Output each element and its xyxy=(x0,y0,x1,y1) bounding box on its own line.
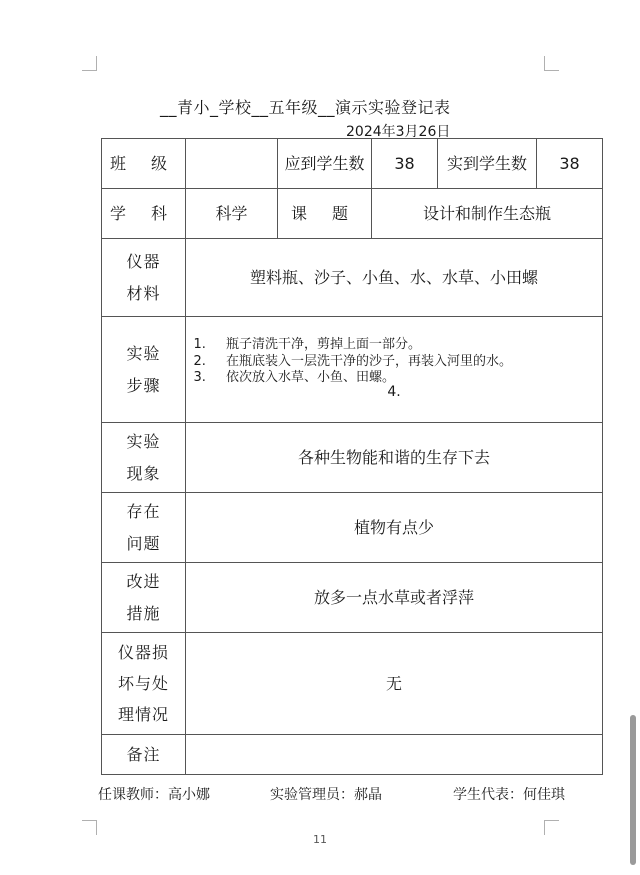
class-value-cell[interactable] xyxy=(186,139,278,189)
subject-label: 学 科 xyxy=(102,189,186,239)
table-row xyxy=(102,633,603,735)
damage-value[interactable]: 无 xyxy=(186,633,603,735)
scrollbar-thumb[interactable] xyxy=(630,715,636,865)
problem-label-line: 问题 xyxy=(126,533,161,553)
materials-label-line: 材料 xyxy=(126,283,161,303)
expected-students-label: 应到学生数 xyxy=(278,139,372,189)
steps-label-line: 实验 xyxy=(126,344,161,364)
actual-students-value[interactable]: 38 xyxy=(537,139,603,189)
table-row xyxy=(102,139,603,189)
class-label: 班 级 xyxy=(102,139,186,189)
topic-label: 课 题 xyxy=(278,189,372,239)
materials-label xyxy=(102,239,186,317)
damage-label xyxy=(102,633,186,735)
remark-label: 备注 xyxy=(102,735,186,775)
steps-content[interactable] xyxy=(186,317,603,423)
steps-label-line: 步骤 xyxy=(126,375,161,395)
steps-label xyxy=(102,317,186,423)
expected-students-value[interactable]: 38 xyxy=(372,139,438,189)
problem-label-line: 存在 xyxy=(126,502,161,522)
lab-manager-signature: 实验管理员：郝晶 xyxy=(270,787,382,803)
remark-value[interactable] xyxy=(186,735,603,775)
actual-students-label: 实到学生数 xyxy=(438,139,537,189)
teacher-signature: 任课教师：高小娜 xyxy=(98,787,210,803)
document-title: __青小_学校__五年级__演示实验登记表 xyxy=(160,98,451,117)
table-row xyxy=(102,735,603,775)
signature-footer xyxy=(98,786,568,804)
materials-value[interactable]: 塑料瓶、沙子、小鱼、水、水草、小田螺 xyxy=(186,239,603,317)
damage-label-line: 仪器损 xyxy=(117,642,169,662)
subject-value[interactable]: 科学 xyxy=(186,189,278,239)
improvement-label xyxy=(102,563,186,633)
page-corner-mark xyxy=(544,56,559,71)
page-corner-mark xyxy=(82,56,97,71)
topic-value[interactable]: 设计和制作生态瓶 xyxy=(372,189,603,239)
step-item: 1. 瓶子清洗干净，剪掉上面一部分。 xyxy=(210,337,602,353)
damage-label-line: 理情况 xyxy=(117,705,169,725)
table-row xyxy=(102,493,603,563)
improvement-label-line: 措施 xyxy=(126,603,161,623)
materials-label-line: 仪器 xyxy=(126,252,161,272)
student-representative: 学生代表：何佳琪 xyxy=(453,787,565,803)
table-row xyxy=(102,189,603,239)
improvement-label-line: 改进 xyxy=(126,572,161,592)
damage-label-line: 坏与处 xyxy=(117,673,169,693)
table-row xyxy=(102,317,603,423)
problem-value[interactable]: 植物有点少 xyxy=(186,493,603,563)
phenomenon-label xyxy=(102,423,186,493)
experiment-record-table xyxy=(101,138,603,775)
table-row xyxy=(102,563,603,633)
step-item-empty: 4. xyxy=(387,384,401,401)
phenomenon-label-line: 实验 xyxy=(126,432,161,452)
improvement-value[interactable]: 放多一点水草或者浮萍 xyxy=(186,563,603,633)
phenomenon-value[interactable]: 各种生物能和谐的生存下去 xyxy=(186,423,603,493)
step-item: 2. 在瓶底装入一层洗干净的沙子，再装入河里的水。 xyxy=(210,354,602,370)
table-row xyxy=(102,423,603,493)
problem-label xyxy=(102,493,186,563)
step-item: 3. 依次放入水草、小鱼、田螺。 xyxy=(210,370,602,386)
steps-list xyxy=(186,337,602,386)
document-date: 2024年3月26日 xyxy=(346,124,451,140)
table-row xyxy=(102,239,603,317)
phenomenon-label-line: 现象 xyxy=(126,463,161,483)
page-number: 11 xyxy=(313,833,327,846)
